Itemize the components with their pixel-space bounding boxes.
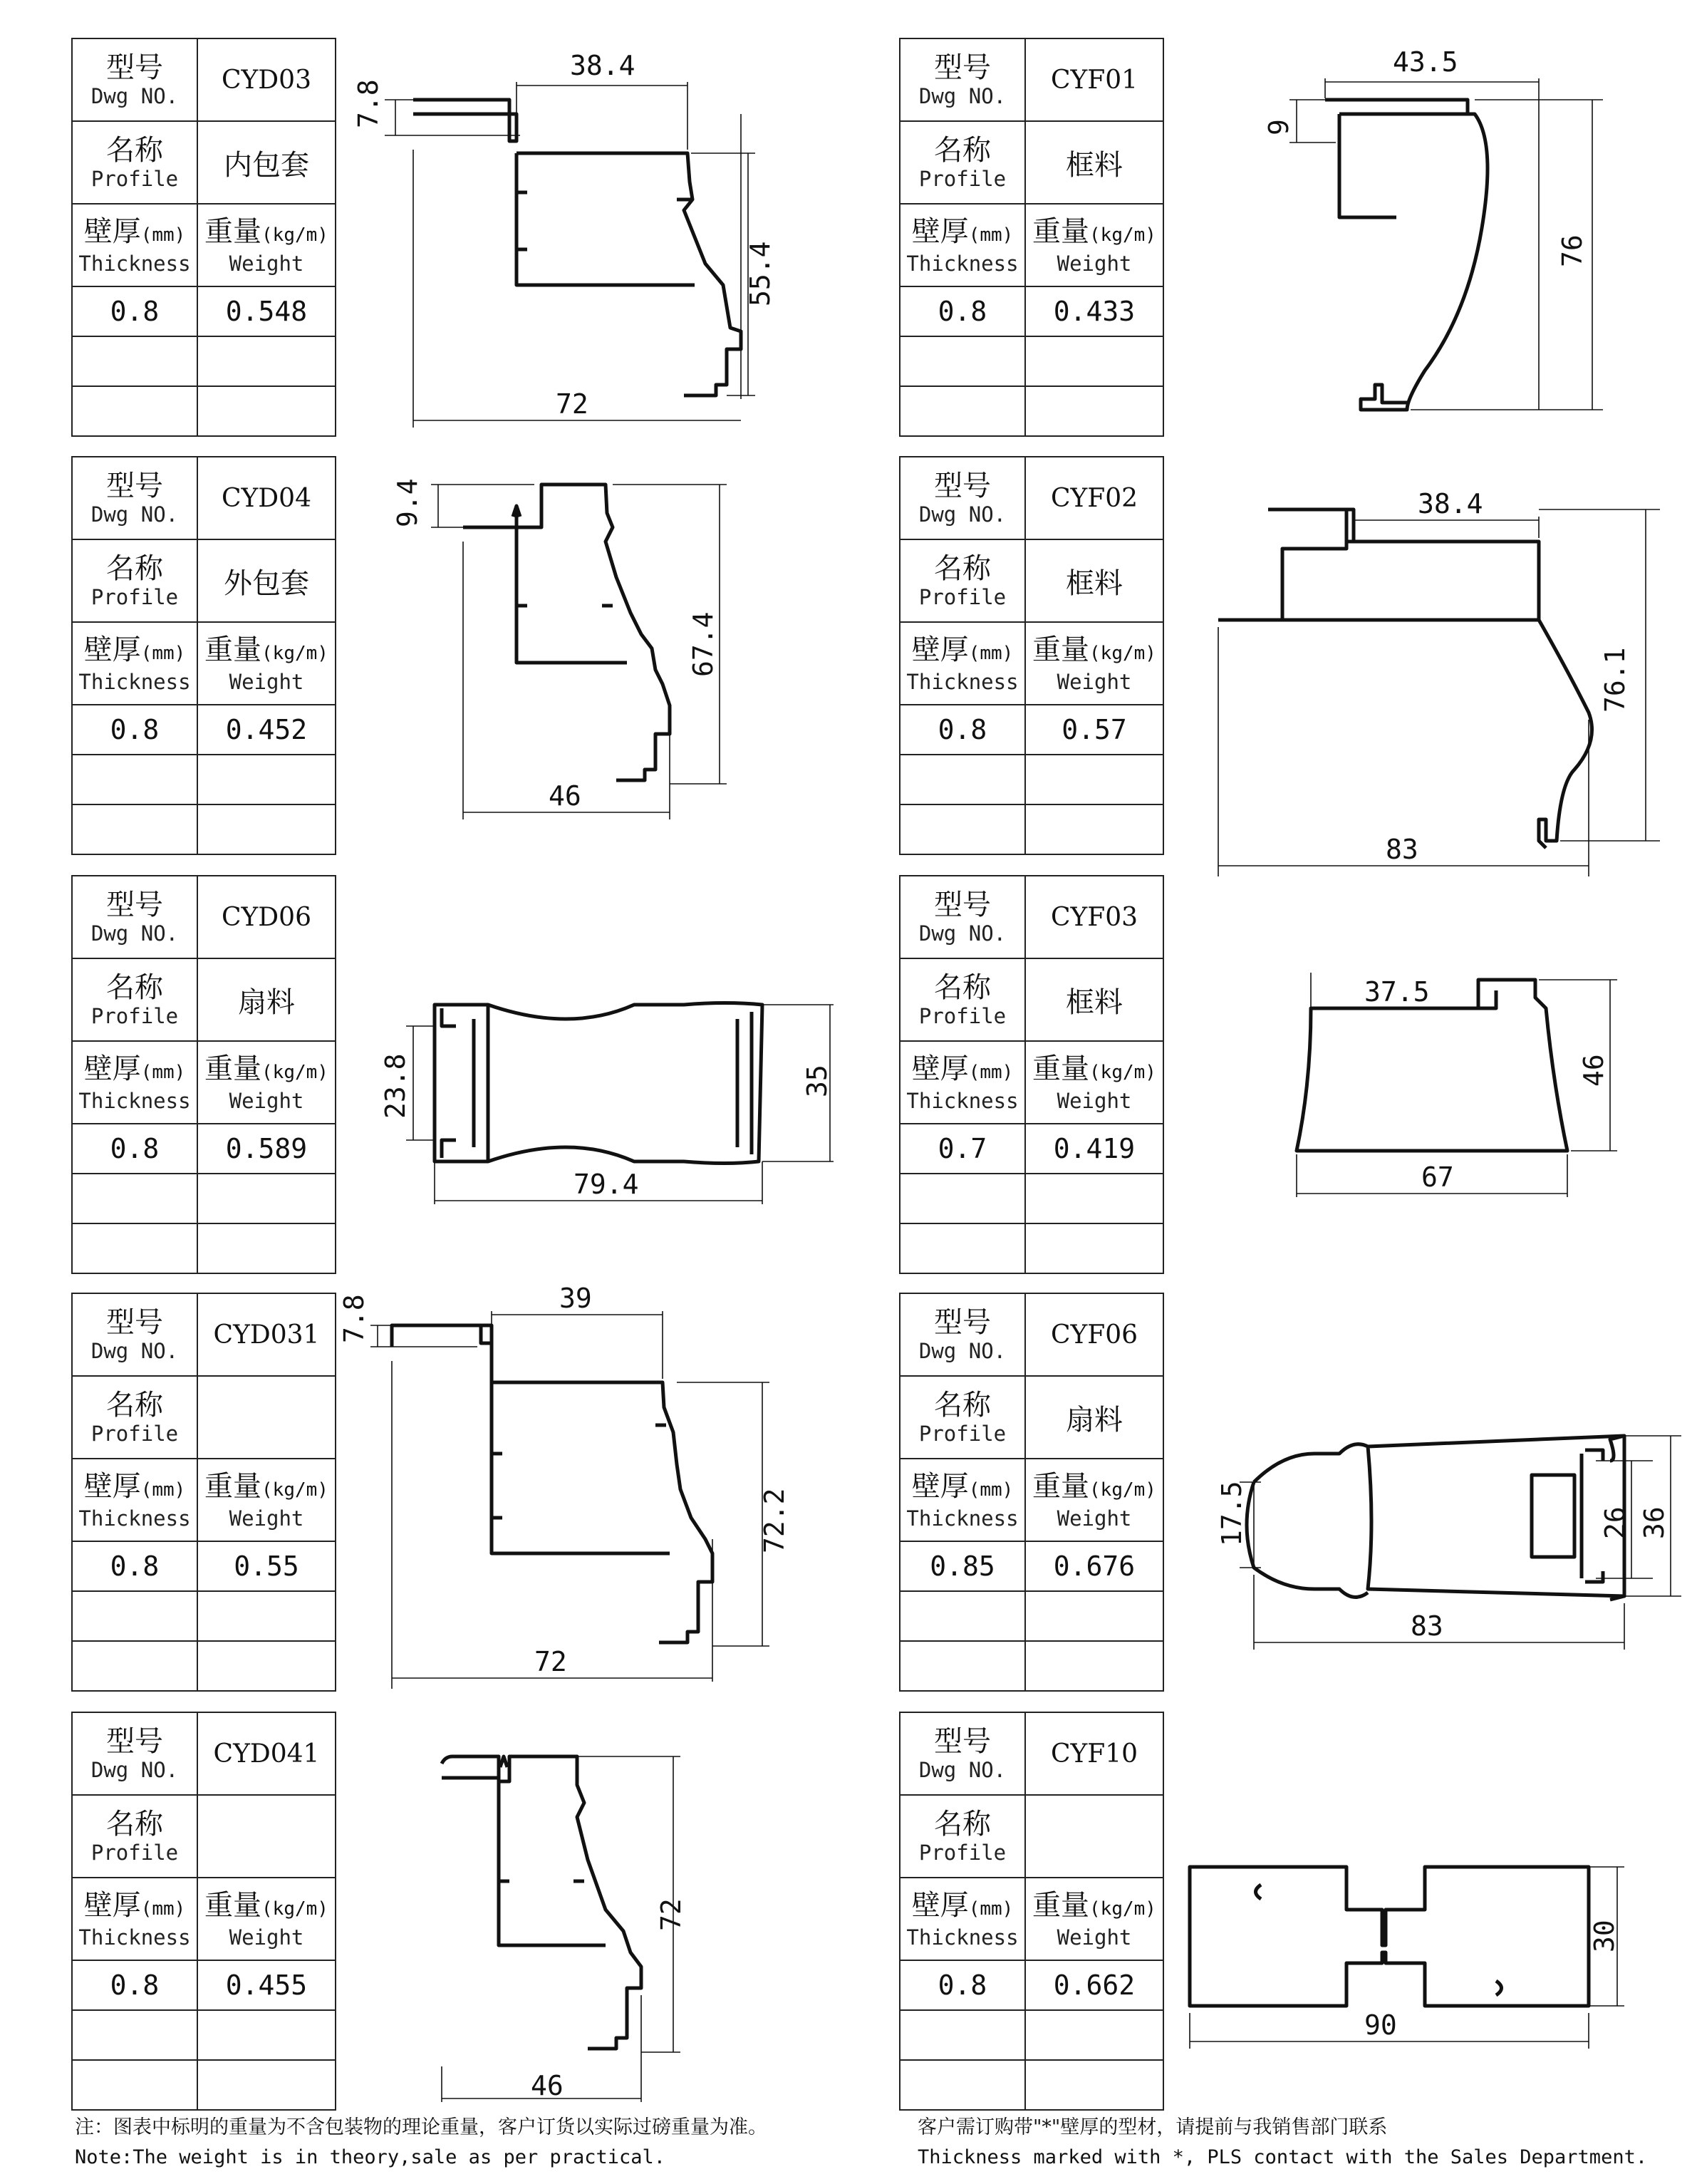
profile-name: [197, 1795, 336, 1878]
profile-name: 内包套: [197, 121, 336, 204]
weight-value: 0.589: [197, 1124, 336, 1174]
thickness-unit: (mm): [968, 642, 1014, 664]
thickness-label-cell: [900, 1459, 1025, 1541]
dim-label: 30: [1589, 1920, 1620, 1952]
weight-label-en: Weight: [1057, 251, 1132, 276]
blank-cell: [197, 386, 336, 436]
model-label-zh: 型号: [106, 1725, 163, 1758]
spec-table-cyf01: [899, 38, 1164, 437]
weight-label-en: Weight: [1057, 1088, 1132, 1113]
weight-label-cell: [197, 622, 336, 705]
blank-cell: [900, 755, 1025, 804]
model-code: CYF02: [1025, 457, 1163, 539]
model-label-cell: [900, 876, 1025, 958]
spec-table-cyf02: [899, 456, 1164, 855]
blank-cell: [197, 336, 336, 386]
model-label-zh: 型号: [934, 51, 991, 84]
blank-cell: [1025, 336, 1163, 386]
spec-table-cyf10: [899, 1712, 1164, 2111]
profile-label-cell: [900, 1795, 1025, 1878]
profile-label-cell: [72, 539, 197, 622]
weight-unit: (kg/m): [261, 642, 328, 664]
dim-label: 46: [549, 780, 581, 812]
model-code: CYD03: [197, 38, 336, 121]
blank-cell: [900, 386, 1025, 436]
thickness-unit: (mm): [968, 1479, 1014, 1501]
weight-label-zh: 重量: [204, 1888, 262, 1922]
weight-label-cell: [197, 1459, 336, 1541]
thickness-label-zh: 壁厚: [911, 633, 969, 666]
profile-drawing-cyd041: [435, 1739, 734, 2109]
blank-cell: [1025, 1641, 1163, 1691]
model-code: CYD041: [197, 1712, 336, 1795]
model-label-zh: 型号: [106, 889, 163, 921]
model-label-en: Dwg NO.: [918, 1339, 1007, 1363]
model-code: CYF10: [1025, 1712, 1163, 1795]
blank-cell: [72, 1591, 197, 1641]
profile-name: [197, 1376, 336, 1459]
profile-label-en: Profile: [90, 585, 179, 609]
dim-label: 9.4: [392, 478, 423, 527]
profile-label-cell: [900, 1376, 1025, 1459]
weight-value: 0.662: [1025, 1960, 1163, 2010]
profile-label-cell: [900, 539, 1025, 622]
blank-cell: [900, 1591, 1025, 1641]
weight-unit: (kg/m): [1089, 1479, 1156, 1501]
thickness-value: 0.8: [72, 705, 197, 755]
profile-label-cell: [72, 121, 197, 204]
dim-label: 46: [531, 2070, 564, 2101]
blank-cell: [1025, 2060, 1163, 2110]
profile-name: 框料: [1025, 539, 1163, 622]
model-label-en: Dwg NO.: [90, 84, 179, 108]
dim-label: 72: [534, 1646, 567, 1677]
weight-unit: (kg/m): [261, 1479, 328, 1501]
profile-label-cell: [72, 1795, 197, 1878]
model-label-en: Dwg NO.: [90, 1339, 179, 1363]
model-label-cell: [72, 876, 197, 958]
dim-label: 72: [556, 388, 588, 420]
profile-drawing-cyf06: [1197, 1418, 1681, 1660]
thickness-unit: (mm): [968, 224, 1014, 246]
note-right-zh: 客户需订购带"*"壁厚的型材，请提前与我销售部门联系: [918, 2116, 1388, 2138]
thickness-label-en: Thickness: [906, 1506, 1019, 1531]
profile-label-zh: 名称: [106, 1808, 163, 1841]
weight-label-en: Weight: [1057, 1925, 1132, 1950]
profile-label-zh: 名称: [934, 134, 991, 167]
model-label-cell: [72, 457, 197, 539]
dim-label: 17.5: [1216, 1481, 1247, 1546]
blank-cell: [1025, 804, 1163, 854]
thickness-label-cell: [72, 1459, 197, 1541]
weight-label-cell: [197, 1041, 336, 1124]
profile-name: 外包套: [197, 539, 336, 622]
profile-label-zh: 名称: [106, 552, 163, 585]
profile-label-cell: [72, 1376, 197, 1459]
blank-cell: [900, 804, 1025, 854]
spec-table-cyf03: [899, 875, 1164, 1274]
dim-label: 83: [1411, 1610, 1443, 1642]
dim-label: 35: [801, 1065, 833, 1097]
model-code: CYF01: [1025, 38, 1163, 121]
thickness-label-zh: 壁厚: [83, 1469, 141, 1503]
thickness-label-zh: 壁厚: [911, 214, 969, 248]
profile-label-zh: 名称: [106, 134, 163, 167]
note-left-zh: 注：图表中标明的重量为不含包装物的理论重量，客户订货以实际过磅重量为准。: [75, 2116, 767, 2138]
model-code: CYF03: [1025, 876, 1163, 958]
profile-label-en: Profile: [90, 1841, 179, 1865]
weight-label-en: Weight: [229, 251, 304, 276]
blank-cell: [72, 2010, 197, 2060]
blank-cell: [197, 1223, 336, 1273]
dim-label: 43.5: [1393, 46, 1458, 78]
model-code: CYD06: [197, 876, 336, 958]
thickness-value: 0.85: [900, 1541, 1025, 1591]
weight-label-cell: [1025, 1041, 1163, 1124]
thickness-label-cell: [72, 622, 197, 705]
weight-label-zh: 重量: [204, 1052, 262, 1085]
weight-value: 0.452: [197, 705, 336, 755]
blank-cell: [197, 1174, 336, 1223]
model-label-zh: 型号: [934, 1306, 991, 1339]
model-label-en: Dwg NO.: [90, 1758, 179, 1782]
blank-cell: [900, 1223, 1025, 1273]
thickness-label-zh: 壁厚: [83, 633, 141, 666]
weight-value: 0.548: [197, 286, 336, 336]
dim-label: 67: [1421, 1161, 1454, 1193]
profile-label-zh: 名称: [106, 971, 163, 1004]
thickness-label-en: Thickness: [78, 1925, 191, 1950]
blank-cell: [900, 2060, 1025, 2110]
dim-label: 23.8: [380, 1053, 411, 1119]
thickness-label-zh: 壁厚: [911, 1469, 969, 1503]
model-label-cell: [72, 1293, 197, 1376]
thickness-label-cell: [900, 1878, 1025, 1960]
weight-unit: (kg/m): [1089, 224, 1156, 246]
weight-value: 0.419: [1025, 1124, 1163, 1174]
weight-value: 0.55: [197, 1541, 336, 1591]
profile-label-zh: 名称: [934, 1808, 991, 1841]
weight-label-zh: 重量: [1032, 1888, 1090, 1922]
weight-label-en: Weight: [229, 1506, 304, 1531]
weight-label-cell: [197, 204, 336, 286]
thickness-value: 0.8: [72, 286, 197, 336]
thickness-label-zh: 壁厚: [83, 1888, 141, 1922]
note-right-en: Thickness marked with *, PLS contact with the Sales Department.: [918, 2146, 1648, 2168]
thickness-value: 0.8: [72, 1960, 197, 2010]
weight-unit: (kg/m): [261, 1061, 328, 1083]
blank-cell: [72, 336, 197, 386]
thickness-unit: (mm): [140, 1898, 186, 1920]
model-label-cell: [72, 1712, 197, 1795]
model-label-en: Dwg NO.: [90, 502, 179, 527]
blank-cell: [1025, 1174, 1163, 1223]
weight-label-en: Weight: [229, 1925, 304, 1950]
blank-cell: [900, 336, 1025, 386]
thickness-label-zh: 壁厚: [83, 214, 141, 248]
model-label-en: Dwg NO.: [918, 84, 1007, 108]
model-label-cell: [72, 38, 197, 121]
model-label-zh: 型号: [106, 1306, 163, 1339]
model-label-zh: 型号: [934, 470, 991, 502]
blank-cell: [72, 1223, 197, 1273]
thickness-value: 0.7: [900, 1124, 1025, 1174]
profile-drawing-cyd03: [353, 43, 776, 442]
model-code: CYD04: [197, 457, 336, 539]
model-label-en: Dwg NO.: [918, 921, 1007, 946]
spec-table-cyd04: [71, 456, 336, 855]
thickness-label-en: Thickness: [78, 251, 191, 276]
thickness-label-en: Thickness: [78, 669, 191, 694]
profile-name: 框料: [1025, 958, 1163, 1041]
profile-drawing-cyf01: [1263, 43, 1610, 456]
thickness-value: 0.8: [900, 1960, 1025, 2010]
spec-table-cyd06: [71, 875, 336, 1274]
thickness-unit: (mm): [968, 1898, 1014, 1920]
profile-label-en: Profile: [90, 1422, 179, 1446]
dim-label: 83: [1386, 834, 1418, 865]
spec-table-cyd031: [71, 1293, 336, 1692]
model-code: CYF06: [1025, 1293, 1163, 1376]
blank-cell: [72, 386, 197, 436]
dim-label: 7.8: [338, 1294, 370, 1343]
model-label-cell: [900, 457, 1025, 539]
profile-drawing-cyf03: [1268, 955, 1639, 1211]
blank-cell: [900, 1641, 1025, 1691]
dim-label: 7.8: [353, 79, 384, 128]
blank-cell: [197, 2010, 336, 2060]
profile-drawing-cyf10: [1168, 1853, 1653, 2052]
blank-cell: [1025, 2010, 1163, 2060]
weight-label-cell: [1025, 622, 1163, 705]
spec-table-cyf06: [899, 1293, 1164, 1692]
thickness-unit: (mm): [140, 224, 186, 246]
weight-value: 0.433: [1025, 286, 1163, 336]
dim-label: 67.4: [687, 611, 719, 677]
weight-value: 0.57: [1025, 705, 1163, 755]
thickness-value: 0.8: [900, 705, 1025, 755]
blank-cell: [900, 2010, 1025, 2060]
profile-label-en: Profile: [918, 585, 1007, 609]
weight-label-cell: [1025, 1459, 1163, 1541]
profile-label-zh: 名称: [106, 1389, 163, 1422]
dim-label: 39: [559, 1283, 592, 1314]
thickness-value: 0.8: [900, 286, 1025, 336]
dim-label: 55.4: [744, 241, 776, 306]
weight-label-zh: 重量: [1032, 1469, 1090, 1503]
profile-drawing-cyd031: [338, 1275, 790, 1689]
profile-name: 扇料: [1025, 1376, 1163, 1459]
model-label-en: Dwg NO.: [918, 502, 1007, 527]
profile-label-en: Profile: [90, 167, 179, 191]
thickness-label-en: Thickness: [906, 1925, 1019, 1950]
dim-label: 76: [1557, 234, 1588, 267]
weight-label-cell: [1025, 204, 1163, 286]
model-label-cell: [900, 1293, 1025, 1376]
profile-label-en: Profile: [90, 1004, 179, 1028]
note-right: [918, 2113, 1647, 2173]
thickness-unit: (mm): [140, 1061, 186, 1083]
profile-label-en: Profile: [918, 167, 1007, 191]
model-label-zh: 型号: [106, 51, 163, 84]
profile-label-zh: 名称: [934, 1389, 991, 1422]
thickness-label-en: Thickness: [906, 251, 1019, 276]
model-label-zh: 型号: [934, 889, 991, 921]
dim-label: 79.4: [573, 1169, 639, 1200]
weight-unit: (kg/m): [1089, 642, 1156, 664]
profile-label-cell: [72, 958, 197, 1041]
dim-label: 37.5: [1364, 976, 1430, 1008]
blank-cell: [197, 755, 336, 804]
thickness-value: 0.8: [72, 1124, 197, 1174]
spec-table-cyd041: [71, 1712, 336, 2111]
weight-label-en: Weight: [1057, 1506, 1132, 1531]
thickness-label-cell: [72, 1041, 197, 1124]
profile-drawing-cyf02: [1204, 485, 1674, 884]
blank-cell: [72, 804, 197, 854]
thickness-label-zh: 壁厚: [911, 1052, 969, 1085]
thickness-label-cell: [900, 1041, 1025, 1124]
weight-label-zh: 重量: [1032, 633, 1090, 666]
profile-label-zh: 名称: [934, 971, 991, 1004]
note-left-en: Note:The weight is in theory,sale as per practical.: [75, 2146, 666, 2168]
profile-name: [1025, 1795, 1163, 1878]
blank-cell: [72, 1641, 197, 1691]
weight-label-en: Weight: [229, 1088, 304, 1113]
model-label-cell: [900, 38, 1025, 121]
blank-cell: [900, 1174, 1025, 1223]
blank-cell: [72, 1174, 197, 1223]
weight-label-cell: [197, 1878, 336, 1960]
blank-cell: [72, 2060, 197, 2110]
weight-label-en: Weight: [229, 669, 304, 694]
profile-name: 扇料: [197, 958, 336, 1041]
weight-label-zh: 重量: [1032, 214, 1090, 248]
weight-unit: (kg/m): [261, 1898, 328, 1920]
dim-label: 38.4: [1418, 488, 1483, 519]
thickness-value: 0.8: [72, 1541, 197, 1591]
weight-unit: (kg/m): [261, 224, 328, 246]
model-label-cell: [900, 1712, 1025, 1795]
blank-cell: [72, 755, 197, 804]
model-label-zh: 型号: [934, 1725, 991, 1758]
model-label-en: Dwg NO.: [918, 1758, 1007, 1782]
thickness-unit: (mm): [140, 1479, 186, 1501]
thickness-label-cell: [72, 204, 197, 286]
dim-label: 26: [1599, 1506, 1631, 1539]
thickness-label-en: Thickness: [906, 1088, 1019, 1113]
weight-label-cell: [1025, 1878, 1163, 1960]
dim-label: 36: [1639, 1506, 1670, 1539]
blank-cell: [1025, 1223, 1163, 1273]
profile-name: 框料: [1025, 121, 1163, 204]
profile-label-zh: 名称: [934, 552, 991, 585]
blank-cell: [1025, 386, 1163, 436]
thickness-label-cell: [900, 204, 1025, 286]
thickness-unit: (mm): [140, 642, 186, 664]
weight-label-zh: 重量: [1032, 1052, 1090, 1085]
dim-label: 9: [1263, 119, 1294, 135]
dim-label: 72: [655, 1898, 687, 1931]
weight-label-zh: 重量: [204, 633, 262, 666]
dim-label: 38.4: [570, 50, 635, 81]
weight-label-en: Weight: [1057, 669, 1132, 694]
blank-cell: [1025, 755, 1163, 804]
blank-cell: [197, 1641, 336, 1691]
profile-label-cell: [900, 121, 1025, 204]
thickness-label-en: Thickness: [78, 1506, 191, 1531]
blank-cell: [197, 804, 336, 854]
spec-table-cyd03: [71, 38, 336, 437]
profile-label-en: Profile: [918, 1841, 1007, 1865]
note-left: [75, 2113, 767, 2173]
thickness-label-zh: 壁厚: [911, 1888, 969, 1922]
profile-label-en: Profile: [918, 1422, 1007, 1446]
thickness-unit: (mm): [968, 1061, 1014, 1083]
profile-label-cell: [900, 958, 1025, 1041]
weight-label-zh: 重量: [204, 214, 262, 248]
dim-label: 90: [1364, 2009, 1397, 2041]
blank-cell: [1025, 1591, 1163, 1641]
thickness-label-zh: 壁厚: [83, 1052, 141, 1085]
dim-label: 46: [1578, 1054, 1609, 1087]
thickness-label-en: Thickness: [78, 1088, 191, 1113]
weight-unit: (kg/m): [1089, 1061, 1156, 1083]
weight-unit: (kg/m): [1089, 1898, 1156, 1920]
weight-value: 0.676: [1025, 1541, 1163, 1591]
profile-drawing-cyd04: [392, 463, 741, 862]
thickness-label-en: Thickness: [906, 669, 1019, 694]
dim-label: 76.1: [1599, 647, 1631, 713]
thickness-label-cell: [900, 622, 1025, 705]
model-label-zh: 型号: [106, 470, 163, 502]
profile-drawing-cyd06: [380, 976, 855, 1218]
blank-cell: [197, 1591, 336, 1641]
model-label-en: Dwg NO.: [90, 921, 179, 946]
dim-label: 72.2: [759, 1488, 790, 1553]
weight-value: 0.455: [197, 1960, 336, 2010]
profile-label-en: Profile: [918, 1004, 1007, 1028]
thickness-label-cell: [72, 1878, 197, 1960]
blank-cell: [197, 2060, 336, 2110]
model-code: CYD031: [197, 1293, 336, 1376]
weight-label-zh: 重量: [204, 1469, 262, 1503]
